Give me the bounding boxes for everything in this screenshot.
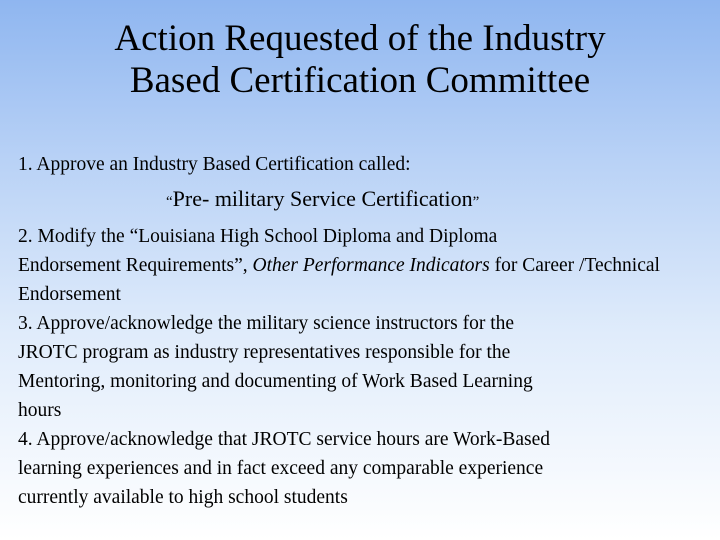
certification-title: Pre- military Service Certification: [172, 186, 473, 211]
item-4: [18, 425, 708, 512]
item-1: 1. Approve an Industry Based Certification called:: [18, 154, 411, 175]
item-2-text-end: for Career /Technical Endorsement: [18, 255, 660, 305]
certification-name: [18, 179, 708, 222]
close-quote: ”: [472, 194, 480, 210]
item-3-line-4: hours: [18, 400, 62, 421]
item-4-line-3: currently available to high school students: [18, 487, 348, 508]
item-2-italic: Other Performance Indicators: [252, 255, 490, 276]
action-list: [18, 150, 708, 512]
title-line-1: Action Requested of the Industry: [114, 18, 606, 59]
item-3-line-3: Mentoring, monitoring and documenting of Work Based Learning: [18, 371, 533, 392]
item-3-line-2: JROTC program as industry representatives responsible for the: [18, 342, 511, 363]
slide-title: [0, 18, 720, 102]
item-2-rest: [18, 251, 708, 309]
item-4-line-2: learning experiences and in fact exceed any comparable experience: [18, 458, 544, 479]
item-4-line-1: 4. Approve/acknowledge that JROTC service hours are Work-Based: [18, 429, 551, 450]
item-2-text: Endorsement Requirements”,: [18, 255, 253, 276]
title-line-2: Based Certification Committee: [129, 60, 591, 101]
item-3-line-1: 3. Approve/acknowledge the military science instructors for the: [18, 313, 515, 334]
open-quote: “: [166, 194, 173, 210]
item-2-line-1: 2. Modify the “Louisiana High School Diploma and Diploma: [18, 226, 498, 247]
item-3: [18, 309, 708, 425]
item-2: [18, 222, 708, 309]
